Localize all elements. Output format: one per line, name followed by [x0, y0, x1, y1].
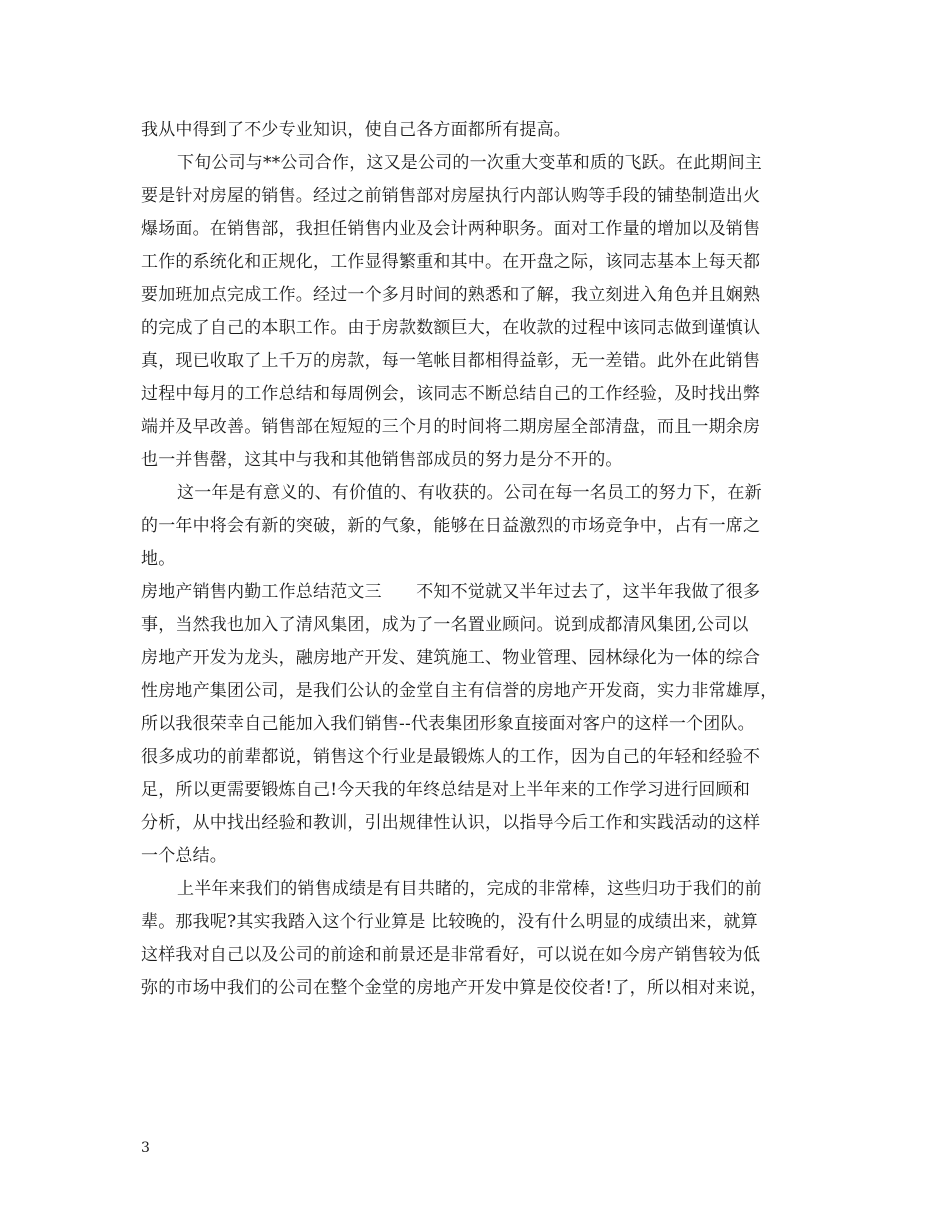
text-line: 要是针对房屋的销售。经过之前销售部对房屋执行内部认购等手段的铺垫制造出火: [141, 186, 761, 206]
text-line: 这样我对自己以及公司的前途和前景还是非常看好，可以说在如今房产销售较为低: [141, 945, 761, 965]
text-line: 爆场面。在销售部，我担任销售内业及会计两种职务。面对工作量的增加以及销售: [141, 219, 761, 239]
text-line: 下旬公司与**公司合作，这又是公司的一次重大变革和质的飞跃。在此期间主: [177, 153, 762, 173]
text-line: 房地产销售内勤工作总结范文三 不知不觉就又半年过去了，这半年我做了很多: [141, 582, 761, 602]
page-number: 3: [141, 1140, 150, 1156]
text-line: 我从中得到了不少专业知识，使自己各方面都所有提高。: [141, 120, 571, 140]
text-line: 的一年中将会有新的突破，新的气象，能够在日益激烈的市场竞争中，占有一席之: [141, 516, 761, 536]
text-line: 分析，从中找出经验和教训，引出规律性认识，以指导今后工作和实践活动的这样: [141, 813, 761, 833]
text-line: 很多成功的前辈都说，销售这个行业是最锻炼人的工作，因为自己的年轻和经验不: [141, 747, 761, 767]
text-line: 上半年来我们的销售成绩是有目共睹的，完成的非常棒，这些归功于我们的前: [177, 879, 762, 899]
text-line: 性房地产集团公司，是我们公认的金堂自主有信誉的房地产开发商，实力非常雄厚，: [141, 681, 778, 701]
text-line: 过程中每月的工作总结和每周例会，该同志不断总结自己的工作经验，及时找出弊: [141, 384, 761, 404]
text-line: 辈。那我呢?其实我踏入这个行业算是 比较晚的，没有什么明显的成绩出来，就算: [141, 912, 758, 932]
text-line: 所以我很荣幸自己能加入我们销售--代表集团形象直接面对客户的这样一个团队。: [141, 714, 755, 734]
text-line: 的完成了自己的本职工作。由于房款数额巨大，在收款的过程中该同志做到谨慎认: [141, 318, 761, 338]
text-line: 工作的系统化和正规化，工作显得繁重和其中。在开盘之际，该同志基本上每天都: [141, 252, 761, 272]
text-line: 事，当然我也加入了清风集团，成为了一名置业顾问。说到成都清风集团,公司以: [141, 615, 749, 635]
text-line: 房地产开发为龙头，融房地产开发、建筑施工、物业管理、园林绿化为一体的综合: [141, 648, 761, 668]
text-line: 端并及早改善。销售部在短短的三个月的时间将二期房屋全部清盘，而且一期余房: [141, 417, 761, 437]
text-line: 也一并售罄，这其中与我和其他销售部成员的努力是分不开的。: [141, 450, 623, 470]
text-line: 地。: [141, 549, 176, 569]
document-body: [141, 114, 821, 1005]
text-line: 一个总结。: [141, 846, 227, 866]
text-line: 真，现已收取了上千万的房款，每一笔帐目都相得益彰，无一差错。此外在此销售: [141, 351, 761, 371]
text-line: 弥的市场中我们的公司在整个金堂的房地产开发中算是佼佼者!了，所以相对来说，: [141, 978, 768, 998]
text-line: 足，所以更需要锻炼自己!今天我的年终总结是对上半年来的工作学习进行回顾和: [141, 780, 751, 800]
text-line: 这一年是有意义的、有价值的、有收获的。公司在每一名员工的努力下，在新: [177, 483, 762, 503]
text-line: 要加班加点完成工作。经过一个多月时间的熟悉和了解，我立刻进入角色并且娴熟: [141, 285, 761, 305]
